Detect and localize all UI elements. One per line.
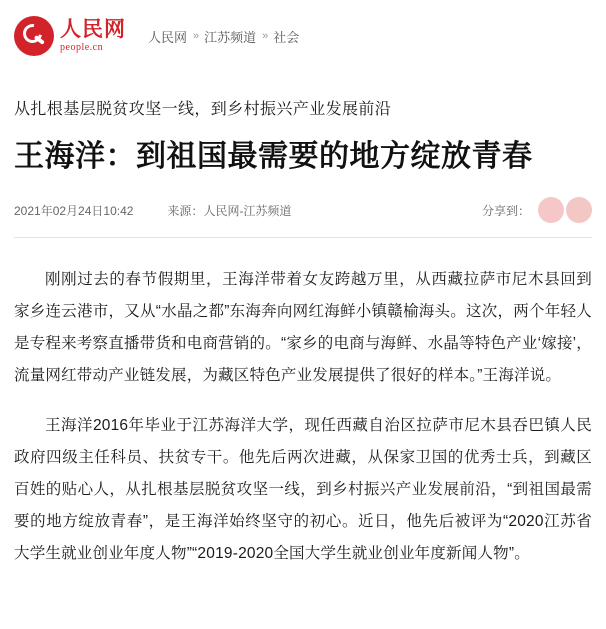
share-wechat-icon[interactable]: [566, 197, 592, 223]
site-header: [0, 0, 606, 70]
logo-text-en: people.cn: [60, 42, 104, 53]
logo-text-cn: 人民网: [60, 17, 126, 41]
article-paragraph: 刚刚过去的春节假期里，王海洋带着女友跨越万里，从西藏拉萨市尼木县回到家乡连云港市，又从“水晶之都”东海奔向网红海鲜小镇赣榆海头。这次，两个年轻人是专程来考察直播带货和电商营销的。“家乡的电商与海鲜、水晶等特色产业‘嫁接’，流量网红带动产业链发展，为藏区特色产业发展提供了很好的样本。”王海洋说。: [14, 271, 592, 384]
article-header: [0, 96, 606, 237]
share-label: 分享到：: [481, 203, 530, 218]
logo-text: [60, 19, 126, 53]
article-paragraph: 王海洋2016年毕业于江苏海洋大学，现任西藏自治区拉萨市尼木县吞巴镇人民政府四级主任科员、扶贫专干。他先后两次进藏，从保家卫国的优秀士兵，到藏区百姓的贴心人，从扎根基层脱贫攻坚一线，到乡村振兴产业发展前沿，“到祖国最需要的地方绽放青春”，是王海洋始终坚守的初心。近日，他先后被评为“2020江苏省大学生就业创业年度人物”“2019-2020全国大学生就业创业年度新闻人物”。: [14, 417, 592, 562]
article-subtitle: 从扎根基层脱贫攻坚一线，到乡村振兴产业发展前沿: [14, 101, 392, 118]
share-controls: [482, 197, 592, 223]
breadcrumb-item-1[interactable]: 江苏频道: [204, 29, 257, 45]
header-divider: [14, 237, 592, 238]
breadcrumb-item-0[interactable]: 人民网: [148, 29, 188, 45]
people-cn-logo-icon: [14, 16, 54, 56]
breadcrumb: [148, 27, 299, 46]
article-meta: [14, 197, 592, 237]
article-source: [167, 202, 291, 219]
article-body: [0, 264, 606, 570]
page-title: 王海洋：到祖国最需要的地方绽放青春: [14, 140, 533, 173]
site-logo[interactable]: [14, 16, 126, 56]
breadcrumb-separator-icon: »: [262, 30, 268, 42]
breadcrumb-item-2[interactable]: 社会: [273, 29, 300, 45]
breadcrumb-separator-icon: »: [193, 30, 199, 42]
share-weibo-icon[interactable]: [538, 197, 564, 223]
article-source-link[interactable]: 人民网-江苏频道: [203, 203, 292, 218]
article-date: 2021年02月24日10:42: [14, 203, 134, 218]
article-source-label: 来源：: [167, 203, 204, 218]
